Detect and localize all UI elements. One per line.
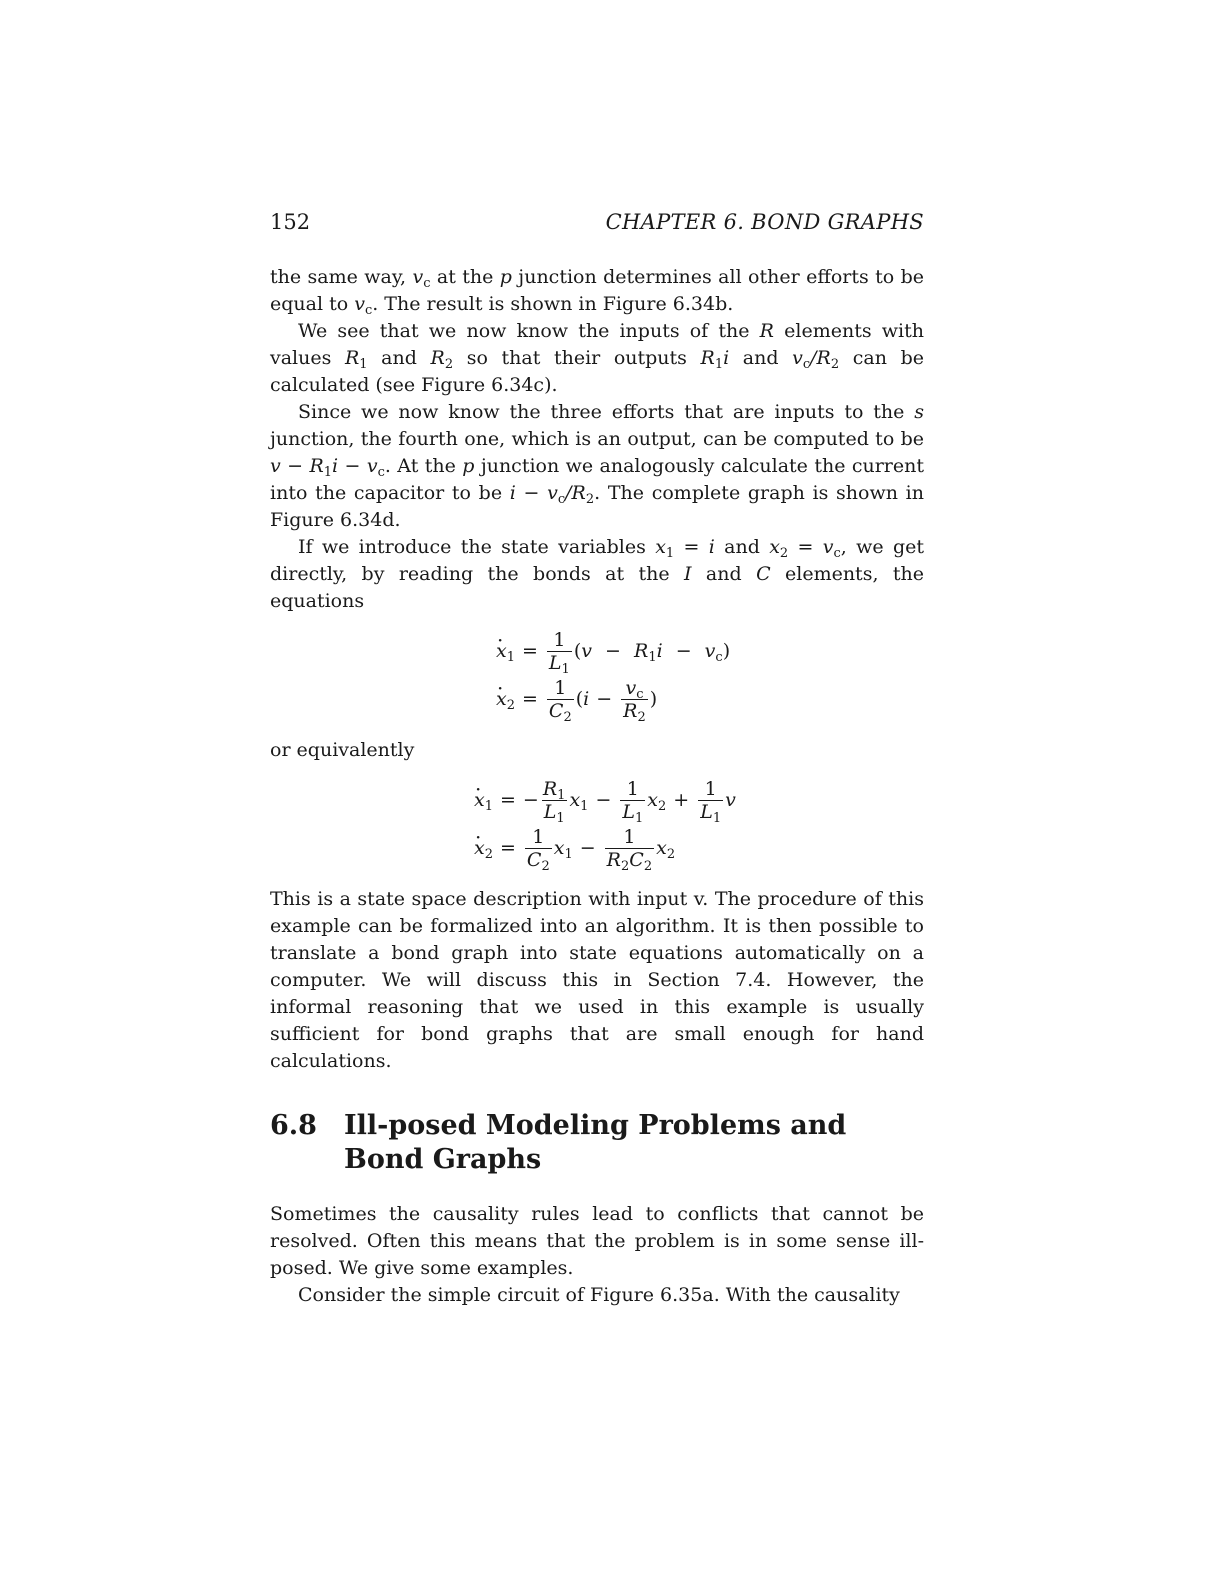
equation-x2-dot-expanded: · $x_2$ = $\frac{1}{C_2}$ $x_1$ − $\frac{1}{R_2C_2}$ $x_2$ (453, 824, 924, 872)
paragraph-7: Sometimes the causality rules lead to conflicts that cannot be resolved. Often this means that the problem is in some sense ill-posed. We give some examples. (270, 1203, 924, 1279)
equation-block-2 (453, 776, 924, 872)
running-title: CHAPTER 6. BOND GRAPHS (605, 210, 924, 234)
equation-x2-dot: · $x_2$ = $\frac{1}{C_2}$ ( i − $\frac{v_c}{R_2}$ ) (475, 675, 924, 723)
equation-block-1 (475, 627, 924, 723)
paragraph-2: We see that we now know the inputs of the R elements with values $R_1$ and $R_2$ so that their outputs $R_1i$ and $v_c/R_2$ can be calculated (see Figure 6.34c). (270, 320, 924, 396)
paragraph-1: the same way, $v_c$ at the p junction determines all other efforts to be equal to $v_c$. The result is shown in Figure 6.34b. (270, 266, 924, 318)
paragraph-8: Consider the simple circuit of Figure 6.35a. With the causality (298, 1284, 900, 1306)
equation-x1-dot: · $x_1$ = $\frac{1}{L_1}$ $(v - R_1i - v_c)$ (475, 627, 924, 675)
document-page (270, 210, 924, 1309)
paragraph-4: If we introduce the state variables $x_1 = i$ and $x_2 = v_c$, we get directly, by reading the bonds at the I and C elements, the equations (270, 536, 925, 612)
page-number: 152 (270, 210, 311, 234)
equation-x1-dot-expanded: · $x_1$ = − $\frac{R_1}{L_1}$ $x_1$ − $\frac{1}{L_1}$ $x_2$ + $\frac{1}{L_1}$ v (453, 776, 924, 824)
paragraph-5: or equivalently (270, 739, 415, 761)
paragraph-6: This is a state space description with input v. The procedure of this example can be formalized into an algorithm. It is then possible to translate a bond graph into state equations automatically on a computer. We will discuss this in Section 7.4. However, the informal reasoning that we used in this example is usually sufficient for bond graphs that are small enough for hand calculations. (270, 888, 924, 1072)
section-title: Ill-posed Modeling Problems and Bond Graphs (344, 1110, 847, 1175)
section-heading (270, 1109, 924, 1177)
paragraph-3: Since we now know the three efforts that are inputs to the s junction, the fourth one, which is an output, can be computed to be $v - R_1i - v_c$. At the p junction we analogously calculate the current into the capacitor to be $i - v_c/R_2$. The complete graph is shown in Figure 6.34d. (270, 401, 924, 531)
page-header (270, 210, 924, 234)
section-number: 6.8 (270, 1110, 317, 1141)
